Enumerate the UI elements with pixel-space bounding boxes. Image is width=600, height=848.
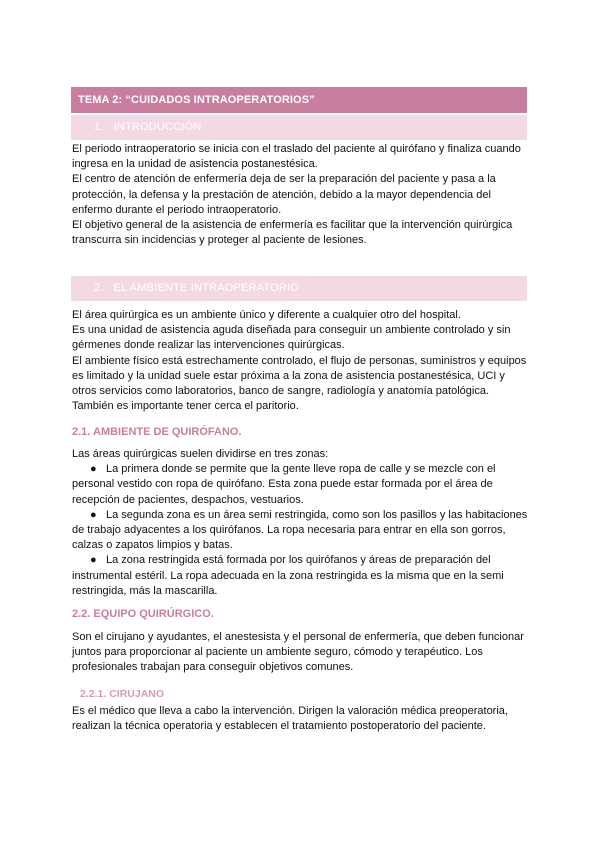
section-number: 1. <box>94 121 104 133</box>
paragraph: El ambiente físico está estrechamente controlado, el flujo de personas, suministros y equipos es limitado y la unidad suele estar próxima a la zona de asistencia postanestésica, UCI y otros servicios como laboratorios, banco de sangre, radiología y anatomía patológica. También es importante tener cerca el paritorio. <box>72 354 527 413</box>
list-item-text: La primera donde se permite que la gente lleve ropa de calle y se mezcle con el personal vestido con ropa de quirófano. Esta zona puede estar formada por el área de recepción de pacientes, despachos, vestuarios. <box>72 463 496 506</box>
paragraph: El objetivo general de la asistencia de enfermería es facilitar que la intervención quirúrgica transcurra sin incidencias y proteger al paciente de lesiones. <box>72 219 513 247</box>
list-item <box>72 553 532 599</box>
paragraph: Es el médico que lleva a cabo la intervención. Dirigen la valoración médica preoperatoria, realizan la técnica operatoria y establecen el tratamiento postoperatorio del paciente. <box>72 705 508 733</box>
section-heading-introduccion <box>71 115 527 140</box>
zonas-list <box>72 447 532 599</box>
paragraph: El centro de atención de enfermería deja de ser la preparación del paciente y pasa a la protección, la defensa y la prestación de atención, debido a la mayor dependencia del enfermo durante el periodo intraoperatorio. <box>72 173 496 216</box>
ambiente-body <box>72 308 532 414</box>
bullet-icon: ● <box>90 463 97 476</box>
section-heading-ambiente <box>71 276 527 301</box>
list-item-text: La zona restringida está formada por los quirófanos y áreas de preparación del instrumental estéril. La ropa adecuada en la zona restringida es la misma que en la semi restringida, más la mascarilla. <box>72 554 504 597</box>
paragraph: El área quirúrgica es un ambiente único y diferente a cualquier otro del hospital. <box>72 309 461 321</box>
section-label: EL AMBIENTE INTRAOPERATORIO <box>113 282 300 294</box>
list-item-text: La segunda zona es un área semi restringida, como son los pasillos y las habitaciones de trabajo adyacentes a los quirófanos. La ropa necesaria para entrar en ella son gorros, calzas o zapatos limpios y batas. <box>72 508 528 552</box>
subheading-equipo-quirurgico: 2.2. EQUIPO QUIRÚRGICO. <box>72 608 214 620</box>
equipo-body <box>72 630 532 676</box>
list-item <box>72 508 532 554</box>
subheading-cirujano: 2.2.1. CIRUJANO <box>80 688 165 700</box>
introduccion-body <box>72 142 532 248</box>
paragraph: Es una unidad de asistencia aguda diseñada para conseguir un ambiente controlado y sin gérmenes donde realizar las intervenciones quirúrgicas. <box>72 324 511 352</box>
section-number: 2. <box>94 282 104 294</box>
paragraph: El periodo intraoperatorio se inicia con el traslado del paciente al quirófano y finaliza cuando ingresa en la unidad de asistencia postanestésica. <box>72 143 521 171</box>
cirujano-body <box>72 704 532 734</box>
document-title: TEMA 2: “CUIDADOS INTRAOPERATORIOS” <box>71 87 527 113</box>
bullet-icon: ● <box>90 554 97 567</box>
paragraph: Son el cirujano y ayudantes, el anestesista y el personal de enfermería, que deben funcionar juntos para proporcionar al paciente un ambiente seguro, cómodo y terapéutico. Los profesionales trabajan para conseguir objetivos comunes. <box>72 631 524 674</box>
list-item <box>72 462 532 508</box>
section-label: INTRODUCCIÓN <box>113 121 202 133</box>
bullet-icon: ● <box>90 508 97 521</box>
subheading-ambiente-quirofano: 2.1. AMBIENTE DE QUIRÓFANO. <box>72 426 242 438</box>
paragraph: Las áreas quirúrgicas suelen dividirse en tres zonas: <box>72 448 329 460</box>
